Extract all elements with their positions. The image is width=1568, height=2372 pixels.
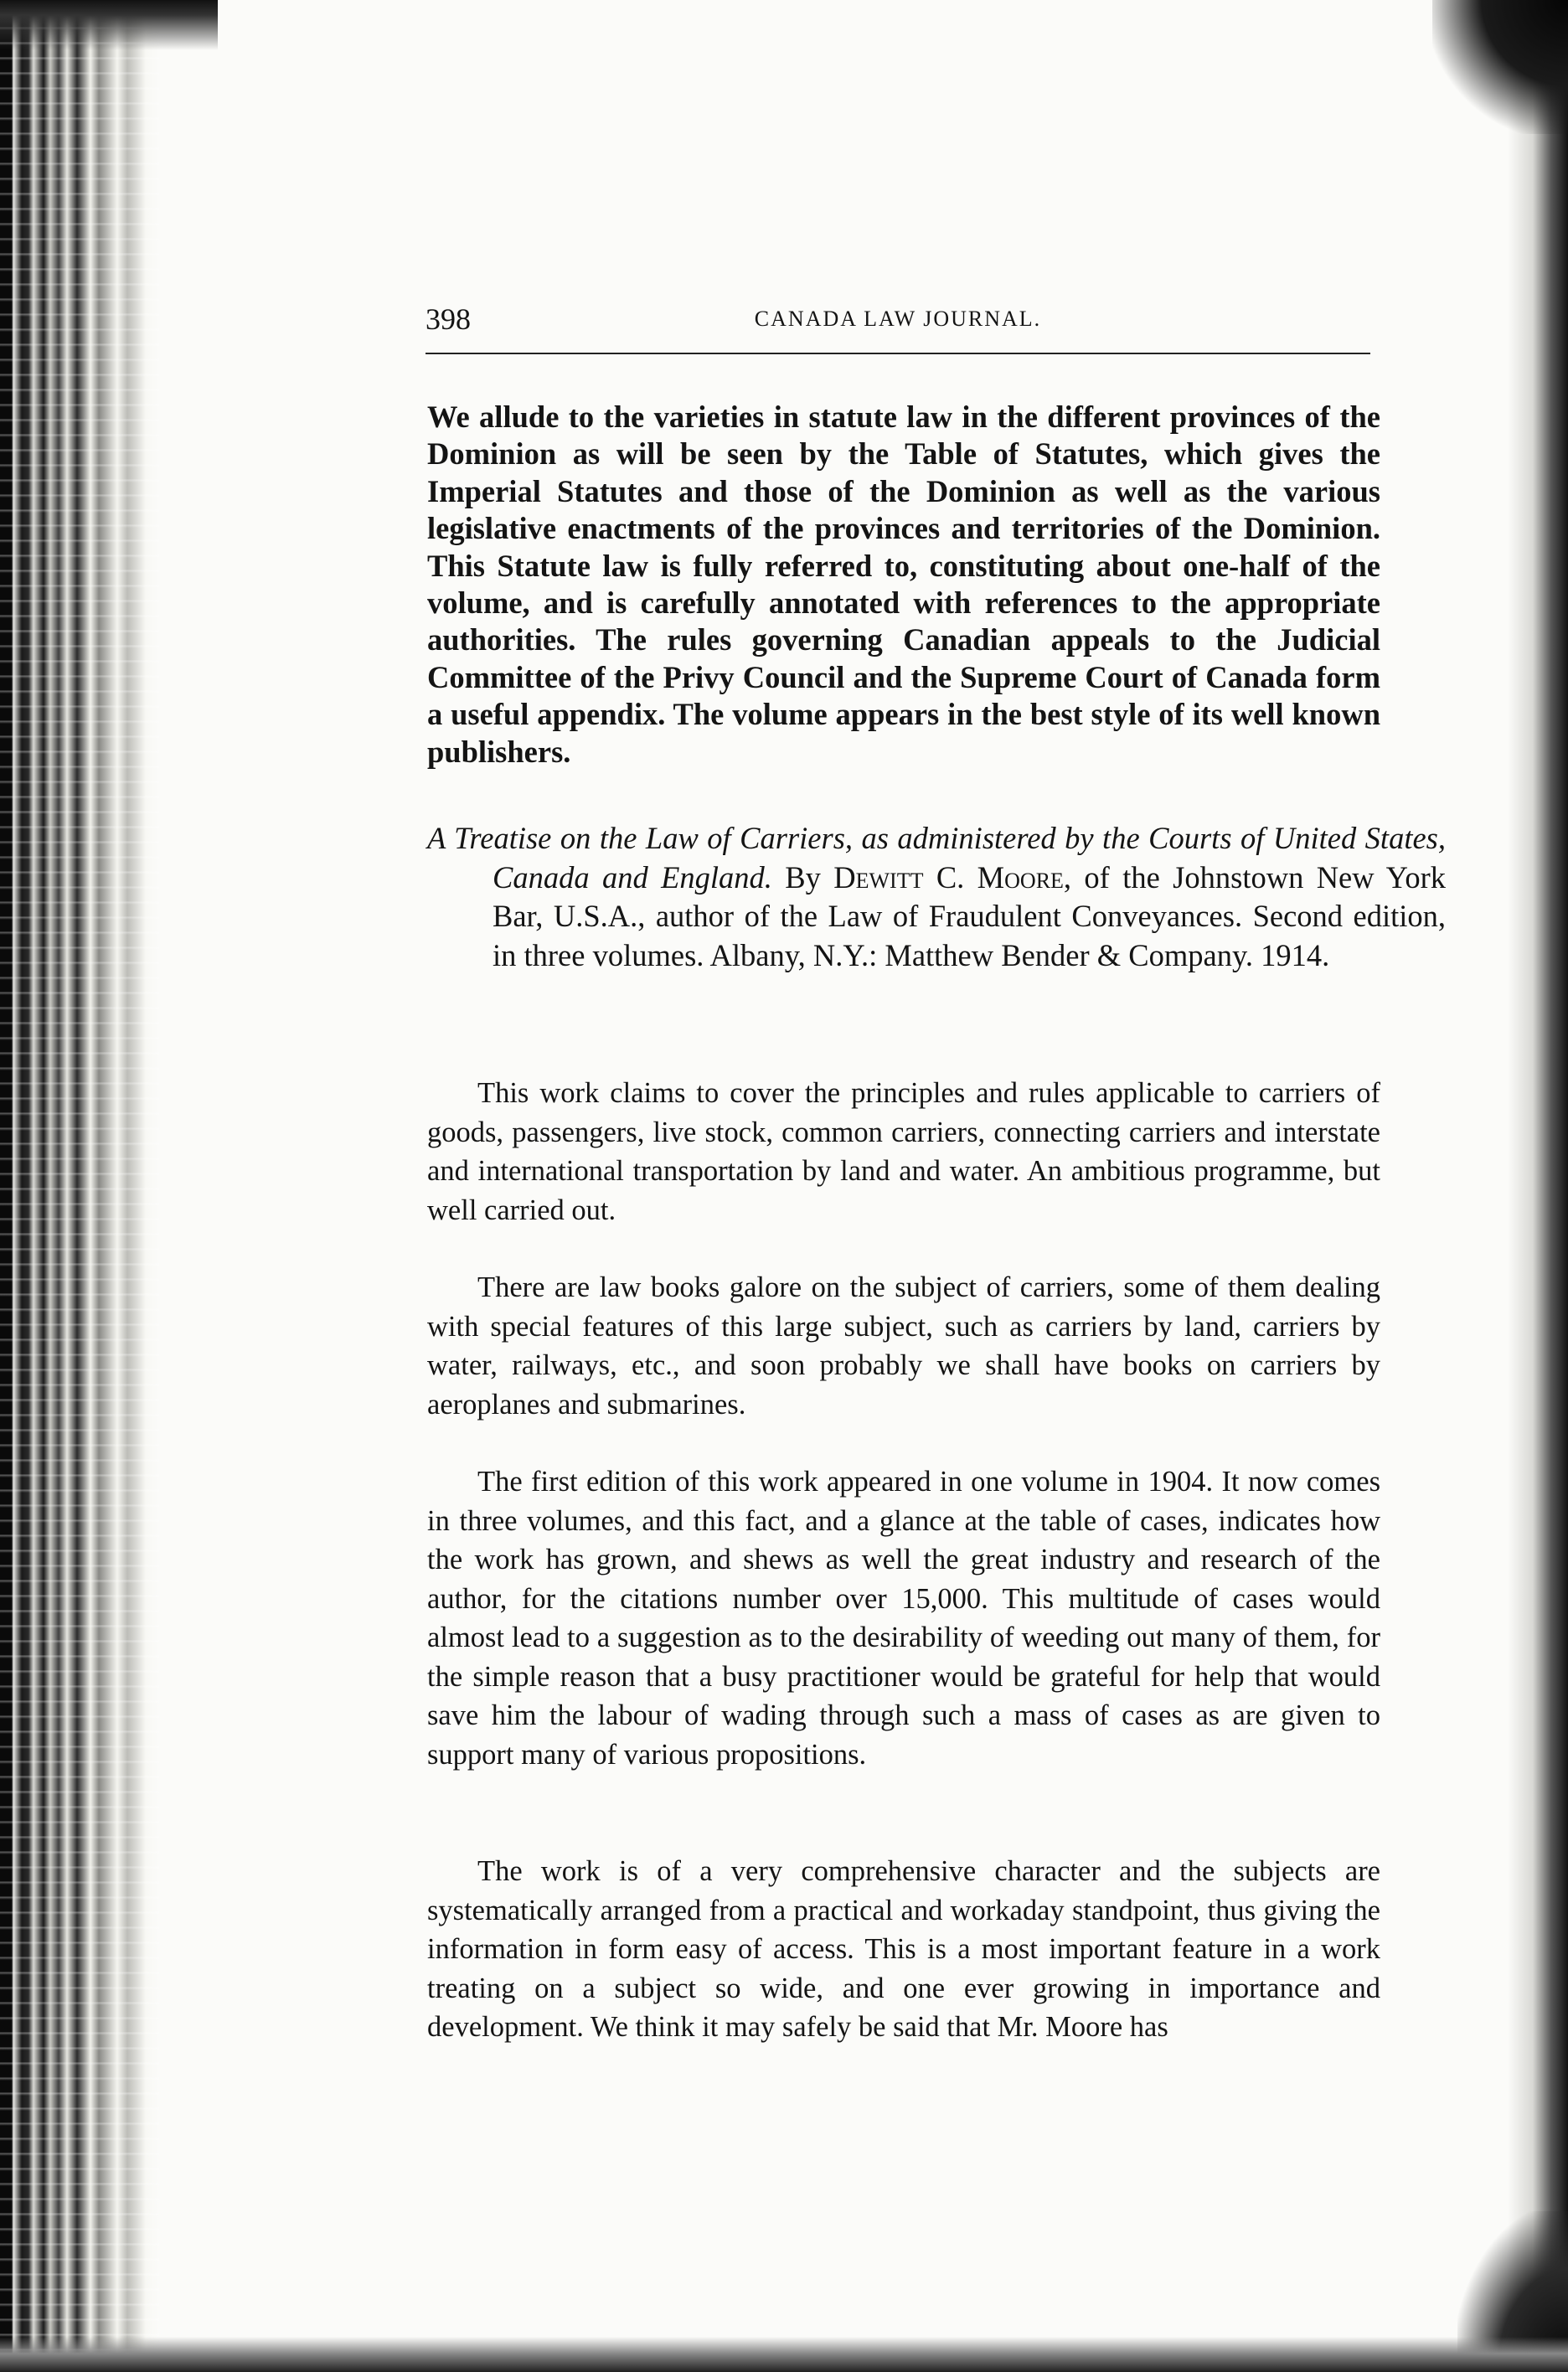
book-citation [427, 819, 1446, 975]
body-paragraph: The work is of a very comprehensive character and the subjects are systematically arranged from a practical and workaday standpoint, thus giving the information in form easy of access. This is a most important feature in a work treating on a subject so wide, and one ever growing in importance and development. We think it may safely be said that Mr. Moore has [427, 1855, 1380, 2043]
binding-top-shadow [0, 0, 218, 50]
citation-details: , of the Johnstown New York Bar, U.S.A., author of the Law of Fraudulent Conveyances. Second edition, in three volumes. Albany, N.Y.: Matthew Bender & Company. 1914. [493, 859, 1446, 972]
book-author: Dewitt C. Moore [833, 859, 1064, 895]
header-rule [426, 353, 1370, 354]
citation-by: By [785, 859, 821, 895]
page-number: 398 [426, 302, 471, 336]
body-paragraph: This work claims to cover the principles and rules applicable to carriers of goods, passengers, live stock, common carriers, connecting carriers and interstate and international transportation by land and water. An ambitious programme, but well carried out. [427, 1077, 1380, 1226]
book-title: A Treatise on the Law of Carriers, as administered by the Courts of United States, Canada and England. [427, 821, 1446, 895]
page-corner-shadow-top [1432, 0, 1568, 134]
page-bottom-edge-shadow [0, 2337, 1568, 2372]
body-paragraph: There are law books galore on the subject of carriers, some of them dealing with special features of this large subject, such as carriers by land, carriers by water, railways, etc., and soon probably we shall have books on carriers by aeroplanes and submarines. [427, 1271, 1380, 1421]
running-head: CANADA LAW JOURNAL. [754, 307, 1042, 331]
body-paragraph: The first edition of this work appeared in one volume in 1904. It now comes in three volumes, and this fact, and a glance at the table of cases, indicates how the work has grown, and shews as well the great industry and research of the author, for the citations number over 15,000. This multitude of cases would almost lead to a suggestion as to the desirability of weeding out many of them, for the simple reason that a busy practitioner would be grateful for help that would save him the labour of wading through such a mass of cases as are given to support many of various propositions. [427, 1466, 1380, 1771]
book-binding-shadow [0, 0, 159, 2372]
page-header [426, 298, 1370, 342]
review-intro-paragraph: We allude to the varieties in statute law in the different provinces of the Dominion as will be seen by the Table of Statutes, which gives the Imperial Statutes and those of the Dominion as well as the various legislative enactments of the provinces and territories of the Dominion. This Statute law is fully referred to, constituting about one-half of the volume, and is carefully annotated with references to the appropriate authorities. The rules governing Canadian appeals to the Judicial Committee of the Privy Council and the Supreme Court of Canada form a useful appendix. The volume appears in the best style of its well known publishers. [427, 400, 1380, 769]
page-right-edge-shadow [1508, 0, 1568, 2372]
